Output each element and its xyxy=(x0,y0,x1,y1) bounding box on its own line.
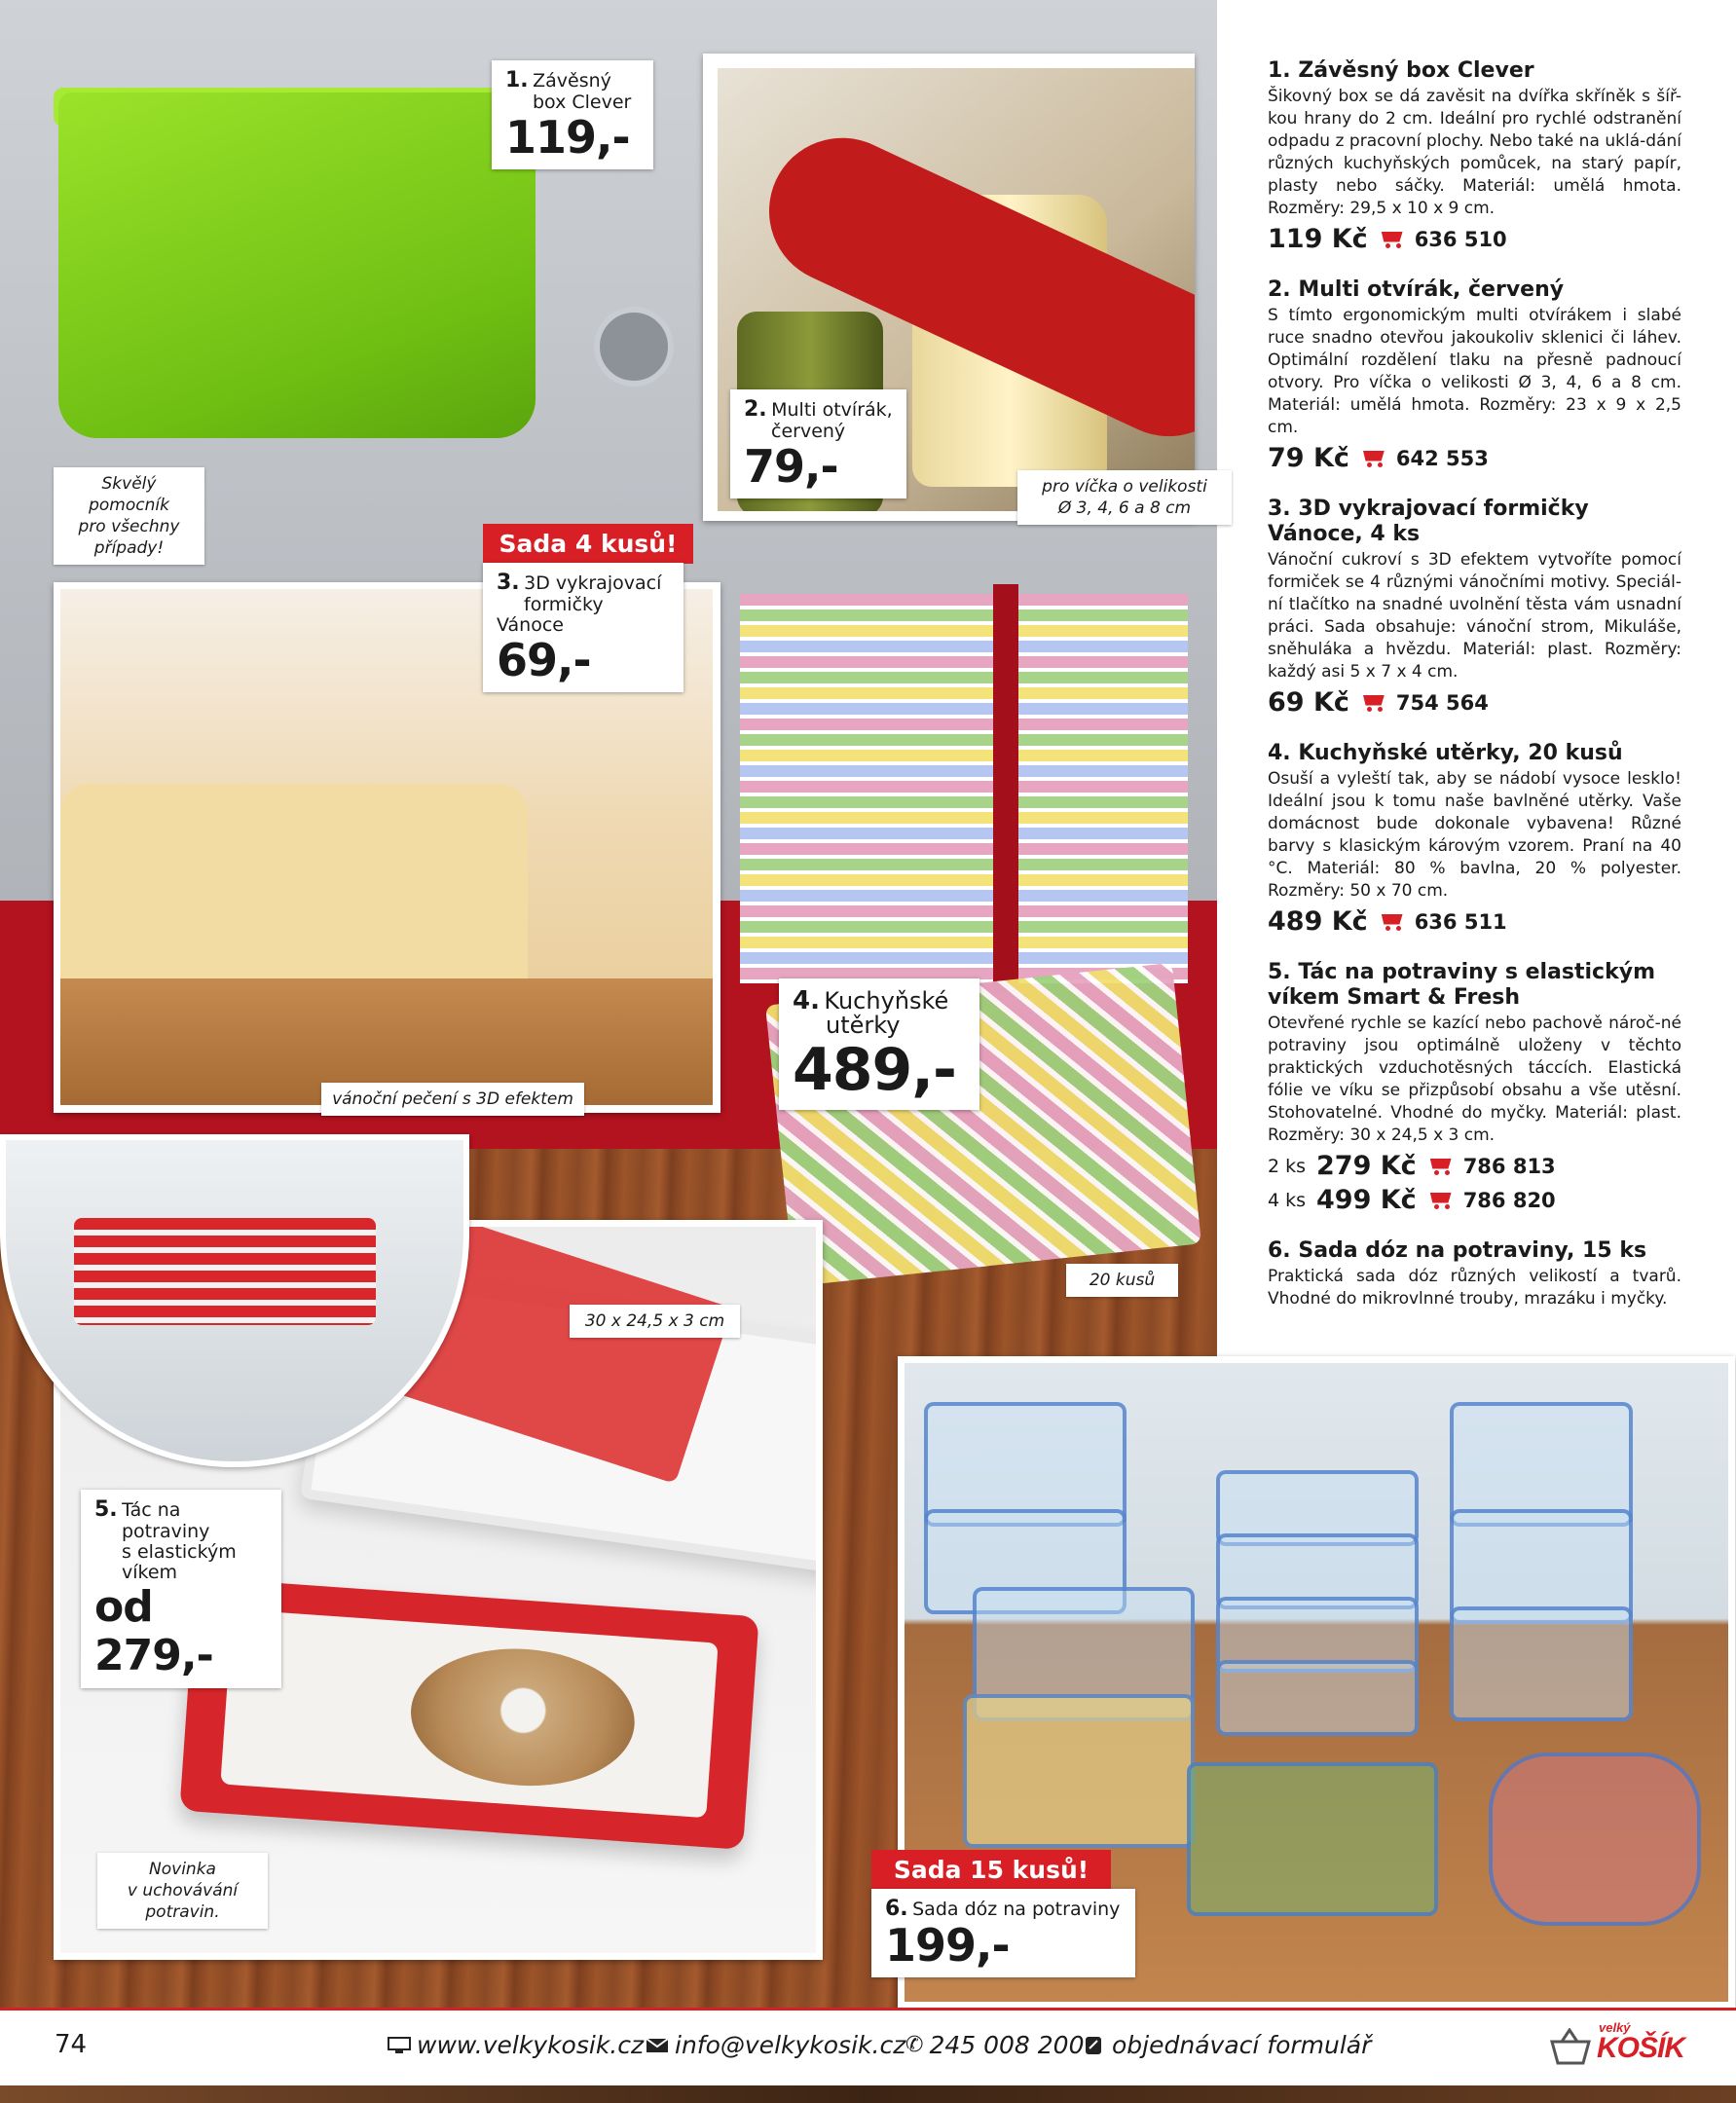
price-line xyxy=(1268,224,1681,254)
price-line xyxy=(1268,1185,1681,1215)
footer-phone-text: 245 008 200 xyxy=(929,2031,1085,2059)
footer-web[interactable] xyxy=(388,2031,644,2059)
footer-email-text: info@velkykosik.cz xyxy=(675,2031,906,2059)
tag-name: červený xyxy=(771,421,846,442)
container xyxy=(1216,1660,1419,1736)
product-code: 786 813 xyxy=(1462,1154,1556,1178)
tag-price: 489,- xyxy=(793,1036,956,1104)
tag-name: s elastickým xyxy=(122,1541,237,1563)
container xyxy=(963,1694,1195,1848)
caption-line: pro víčka o velikosti xyxy=(1042,477,1207,497)
tag-name: utěrky xyxy=(826,1012,901,1039)
product-price: 119 Kč xyxy=(1268,224,1368,254)
container xyxy=(924,1402,1127,1527)
bagel xyxy=(406,1642,639,1793)
caption-line: případy! xyxy=(93,538,165,558)
cart-icon xyxy=(1378,912,1405,932)
container xyxy=(1450,1402,1633,1527)
tag-name: Multi otvírák, xyxy=(771,399,893,421)
product-price: 499 Kč xyxy=(1316,1185,1417,1215)
product-price: 489 Kč xyxy=(1268,906,1368,937)
product-code: 636 510 xyxy=(1414,227,1507,251)
price-tag-2 xyxy=(730,389,906,498)
product-5 xyxy=(1268,960,1681,1215)
tag-price: 119,- xyxy=(505,111,630,164)
tag-name: Závěsný xyxy=(533,70,611,92)
price-tag-4 xyxy=(779,978,979,1110)
page-number: 74 xyxy=(55,2030,88,2059)
tag-name: 3D vykrajovací xyxy=(524,572,662,594)
product-description: Vánoční cukroví s 3D efektem vytvoříte pomocí formiček se 4 různými vánočními motivy. Speciál-ní tlačítko na snadné uvolnění těsta vám usnadní práci. Sada obsahuje: vánoční strom, Mikuláše, sněhuláka a hvězdu. Materiál: plast. Rozměry: každý asi 5 x 7 x 4 cm. xyxy=(1268,550,1681,682)
product-6 xyxy=(1268,1238,1681,1310)
tag-price: 79,- xyxy=(744,440,838,493)
tag-number: 5. xyxy=(94,1497,118,1522)
price-line xyxy=(1268,1151,1681,1181)
tag-name: víkem xyxy=(122,1562,178,1583)
product-num: 4. xyxy=(1268,741,1291,765)
product-num: 1. xyxy=(1268,58,1291,83)
logo-small-text: velký xyxy=(1599,2020,1631,2035)
tag-number: 1. xyxy=(505,68,529,92)
product-name: Tác na potraviny s elastickým víkem Smart & Fresh xyxy=(1268,960,1655,1010)
footer-email[interactable] xyxy=(646,2031,905,2059)
product-4 xyxy=(1268,741,1681,937)
ribbon xyxy=(993,584,1018,993)
product-1 xyxy=(1268,58,1681,254)
caption-line: potravin. xyxy=(145,1902,220,1922)
product-num: 6. xyxy=(1268,1238,1291,1263)
product-name: Kuchyňské utěrky, 20 kusů xyxy=(1298,741,1623,765)
tag-name: potraviny xyxy=(122,1521,210,1542)
product-title xyxy=(1268,1238,1681,1264)
caption-line: Ø 3, 4, 6 a 8 cm xyxy=(1057,498,1192,518)
product-3 xyxy=(1268,497,1681,718)
tag-price: 69,- xyxy=(497,634,591,686)
tag-number: 6. xyxy=(885,1897,908,1921)
price-tag-5 xyxy=(81,1490,281,1688)
price-line xyxy=(1268,906,1681,937)
product-code: 754 564 xyxy=(1395,690,1489,715)
price-line xyxy=(1268,443,1681,473)
footer-form[interactable] xyxy=(1083,2031,1371,2059)
product-2 xyxy=(1268,277,1681,473)
envelope-icon xyxy=(646,2037,669,2054)
price-tag-1 xyxy=(492,60,653,169)
footer-web-text: www.velkykosik.cz xyxy=(417,2031,645,2059)
tag-number: 3. xyxy=(497,571,520,595)
caption-size: 30 x 24,5 x 3 cm xyxy=(570,1305,740,1338)
phone-icon: ✆ xyxy=(905,2033,924,2057)
caption-pieces: 20 kusů xyxy=(1066,1264,1178,1297)
tag-number: 4. xyxy=(793,986,820,1015)
product-code: 636 511 xyxy=(1414,909,1507,934)
product-num: 2. xyxy=(1268,277,1291,302)
caption-line: Skvělý pomocník xyxy=(89,474,169,515)
cart-icon xyxy=(1359,449,1386,468)
caption-helper xyxy=(54,467,204,565)
product-title xyxy=(1268,741,1681,766)
tag-name: Sada dóz na potraviny xyxy=(912,1899,1121,1920)
product-description: Osuší a vyleští tak, aby se nádobí vysoce lesklo! Ideální jsou k tomu naše bavlněné utěrky. Vaše domácnost bude dokonale vybavena! Různé barvy s klasickým károvým vzorem. Praní na 40 °C. Materiál: 80 % bavlna, 20 % polyester. Rozměry: 50 x 70 cm. xyxy=(1268,769,1681,901)
product-name: Multi otvírák, červený xyxy=(1298,277,1565,302)
towel-stack xyxy=(740,594,1188,983)
product-title xyxy=(1268,960,1681,1011)
tag-name: box Clever xyxy=(533,92,632,113)
tag-name: Tác na xyxy=(122,1499,181,1521)
cabinet-knob xyxy=(594,307,674,387)
product-name: Závěsný box Clever xyxy=(1298,58,1534,83)
container xyxy=(1187,1762,1438,1916)
product-name: 3D vykrajovací formičky Vánoce, 4 ks xyxy=(1268,497,1589,546)
form-icon xyxy=(1083,2037,1106,2054)
stacked-trays xyxy=(74,1218,376,1325)
caption-lid-sizes xyxy=(1017,470,1232,525)
caption-line: v uchovávání xyxy=(127,1881,239,1900)
variant-qty: 4 ks xyxy=(1268,1189,1307,1211)
tag-name: Kuchyňské xyxy=(824,987,949,1015)
tag-price: 199,- xyxy=(885,1919,1010,1972)
caption-baking: vánoční pečení s 3D efektem xyxy=(321,1083,584,1116)
price-line xyxy=(1268,687,1681,718)
cart-icon xyxy=(1378,230,1405,249)
footer-form-text: objednávací formulář xyxy=(1112,2031,1372,2059)
product-title xyxy=(1268,277,1681,303)
cart-icon xyxy=(1426,1191,1454,1210)
tag-name: formičky Vánoce xyxy=(497,594,604,636)
product-description: Šikovný box se dá zavěsit na dvířka skříněk s šíř-kou hrany do 2 cm. Ideální pro rychlé odstranění odpadu z pracovní plochy. Nebo také na uklá-dání různých kuchyňských pomůcek, na starý papír, plasty nebo sáčky. Materiál: umělá hmota. Rozměry: 29,5 x 10 x 9 cm. xyxy=(1268,87,1681,218)
bottom-strip xyxy=(0,2085,1736,2103)
basket-icon xyxy=(1548,2028,1593,2067)
logo[interactable] xyxy=(1548,2020,1684,2069)
tag-number: 2. xyxy=(744,397,767,422)
price-tag-3 xyxy=(483,563,683,692)
caption-new xyxy=(97,1853,268,1929)
set-banner-4: Sada 4 kusů! xyxy=(483,524,693,564)
caption-line: pro všechny xyxy=(78,517,180,536)
product-code: 786 820 xyxy=(1462,1188,1556,1212)
cart-icon xyxy=(1426,1157,1454,1176)
product-price: 79 Kč xyxy=(1268,443,1349,473)
dough xyxy=(60,784,528,1008)
product-title xyxy=(1268,497,1681,547)
container xyxy=(1450,1606,1633,1721)
product-num: 3. xyxy=(1268,497,1291,521)
product-description: Otevřené rychle se kazící nebo pachově nároč-né potraviny jsou optimálně uloženy v těchto praktických vzduchotěsných táccích. Elastická fólie ve víku se přizpůsobí obsahu a vše utěsní. Stohovatelné. Vhodné do myčky. Materiál: plast. Rozměry: 30 x 24,5 x 3 cm. xyxy=(1268,1014,1681,1145)
cart-icon xyxy=(1359,693,1386,713)
product-name: Sada dóz na potraviny, 15 ks xyxy=(1298,1238,1647,1263)
caption-line: Novinka xyxy=(149,1860,216,1879)
product-descriptions xyxy=(1268,58,1681,1334)
product-title xyxy=(1268,58,1681,84)
monitor-icon xyxy=(388,2037,411,2054)
tray-inner xyxy=(220,1609,718,1818)
product-num: 5. xyxy=(1268,960,1291,984)
footer-phone[interactable] xyxy=(905,2031,1084,2059)
product-description: S tímto ergonomickým multi otvírákem i slabé ruce snadno otevřou jakoukoliv sklenici či láhev. Optimální rozdělení tlaku na přesně padnoucí otvory. Pro víčka o velikosti Ø 3, 4, 6 a 8 cm. Materiál: umělá hmota. Rozměry: 23 x 9 x 2,5 cm. xyxy=(1268,306,1681,437)
product-code: 642 553 xyxy=(1395,446,1489,470)
product-price: 279 Kč xyxy=(1316,1151,1417,1181)
product-price: 69 Kč xyxy=(1268,687,1349,718)
logo-big-text: KOŠÍK xyxy=(1597,2032,1685,2064)
price-tag-6 xyxy=(871,1889,1135,1977)
product-description: Praktická sada dóz různých velikostí a tvarů. Vhodné do mikrovlnné trouby, mrazáku i myčky. xyxy=(1268,1267,1681,1309)
variant-qty: 2 ks xyxy=(1268,1155,1307,1177)
container xyxy=(1489,1752,1701,1926)
tag-price: od 279,- xyxy=(94,1582,213,1680)
set-banner-15: Sada 15 kusů! xyxy=(871,1850,1111,1890)
green-bin-image xyxy=(58,92,536,438)
